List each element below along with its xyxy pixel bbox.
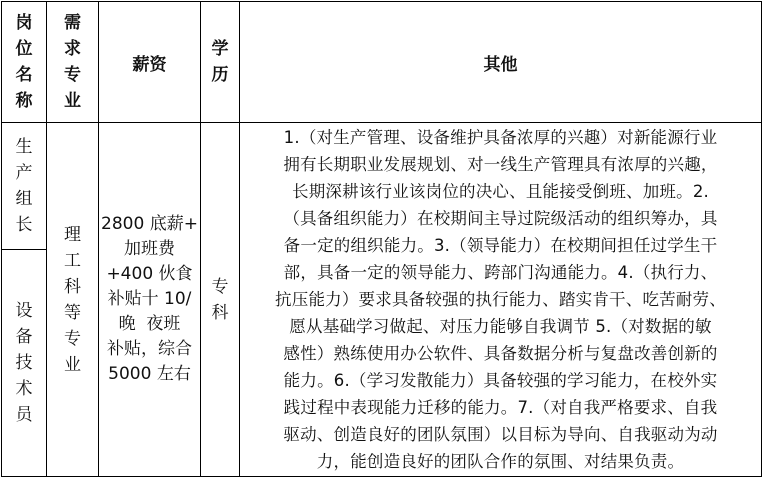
salary-line: +400 伙食 xyxy=(106,264,193,284)
other-line: 力，能创造良好的团队合作的氛围、对结果负责。 xyxy=(316,452,685,471)
position-char: 组 xyxy=(15,189,33,209)
other-line: 拥有长期职业发展规划、对一线生产管理具有浓厚的兴趣， xyxy=(283,155,718,174)
education-char: 科 xyxy=(211,302,229,323)
header-char: 称 xyxy=(15,91,33,111)
salary-line: 2800 底薪+ xyxy=(101,214,198,234)
salary-line: 补贴十 10/ xyxy=(107,289,192,309)
header-position-name xyxy=(2,2,47,123)
other-line: 部，具备一定的领导能力、跨部门沟通能力。4.（执行力、 xyxy=(283,263,718,282)
major-char: 专 xyxy=(64,328,81,349)
header-other: 其他 xyxy=(240,2,762,123)
position-char: 产 xyxy=(15,163,33,183)
job-requirements-table xyxy=(1,1,762,477)
other-requirements-cell xyxy=(240,123,762,477)
major-char: 理 xyxy=(64,224,81,245)
header-education xyxy=(201,2,240,123)
education-char: 专 xyxy=(211,276,229,297)
header-char: 专 xyxy=(64,65,81,85)
header-salary: 薪资 xyxy=(99,2,201,123)
position-char: 生 xyxy=(15,137,33,157)
header-char: 业 xyxy=(64,91,81,111)
other-line: （具备组织能力）在校期间主导过院级活动的组织筹办，具 xyxy=(283,209,718,228)
row-production-leader xyxy=(2,123,762,250)
other-line: 愿从基础学习做起、对压力能够自我调节 5.（对数据的敏 xyxy=(289,317,712,336)
header-char: 位 xyxy=(15,39,33,59)
position-char: 设 xyxy=(15,301,33,321)
other-line: 备一定的组织能力。3.（领导能力）在校期间担任过学生干 xyxy=(283,236,718,255)
other-line: 驱动、创造良好的团队氛围）以目标为导向、自我驱动为动 xyxy=(283,425,718,444)
major-char: 等 xyxy=(64,302,81,323)
position-char: 员 xyxy=(15,405,33,425)
header-row xyxy=(2,2,762,123)
header-char: 名 xyxy=(15,65,33,85)
header-char: 求 xyxy=(64,39,81,59)
header-char: 岗 xyxy=(15,13,33,33)
salary-line: 晚 夜班 xyxy=(118,314,181,334)
other-line: 能力。6.（学习发散能力）具备较强的学习能力，在校外实 xyxy=(283,371,718,390)
salary-line: 5000 左右 xyxy=(108,364,191,384)
position-char: 备 xyxy=(15,327,33,347)
major-char: 科 xyxy=(64,276,81,297)
required-major-cell xyxy=(47,123,99,477)
other-line: 长期深耕该行业该岗位的决心、且能接受倒班、加班。2. xyxy=(292,182,709,201)
position-char: 技 xyxy=(15,353,33,373)
major-char: 业 xyxy=(64,354,81,375)
header-char: 需 xyxy=(64,13,81,33)
header-char: 历 xyxy=(211,65,229,85)
salary-line: 加班费 xyxy=(124,239,175,259)
other-line: 1.（对生产管理、设备维护具备浓厚的兴趣）对新能源行业 xyxy=(283,128,718,147)
major-char: 工 xyxy=(64,250,81,271)
salary-line: 补贴，综合 xyxy=(107,339,192,359)
salary-cell xyxy=(99,123,201,477)
other-line: 感性）熟练使用办公软件、具备数据分析与复盘改善创新的 xyxy=(283,344,718,363)
position-equipment-technician xyxy=(2,250,47,477)
other-line: 践过程中表现能力迁移的能力。7.（对自我严格要求、自我 xyxy=(283,398,718,417)
header-required-major xyxy=(47,2,99,123)
position-char: 术 xyxy=(15,379,33,399)
position-char: 长 xyxy=(15,215,33,235)
position-production-leader xyxy=(2,123,47,250)
education-cell xyxy=(201,123,240,477)
header-char: 学 xyxy=(211,39,229,59)
other-line: 抗压能力）要求具备较强的执行能力、踏实肯干、吃苦耐劳、 xyxy=(275,290,726,309)
